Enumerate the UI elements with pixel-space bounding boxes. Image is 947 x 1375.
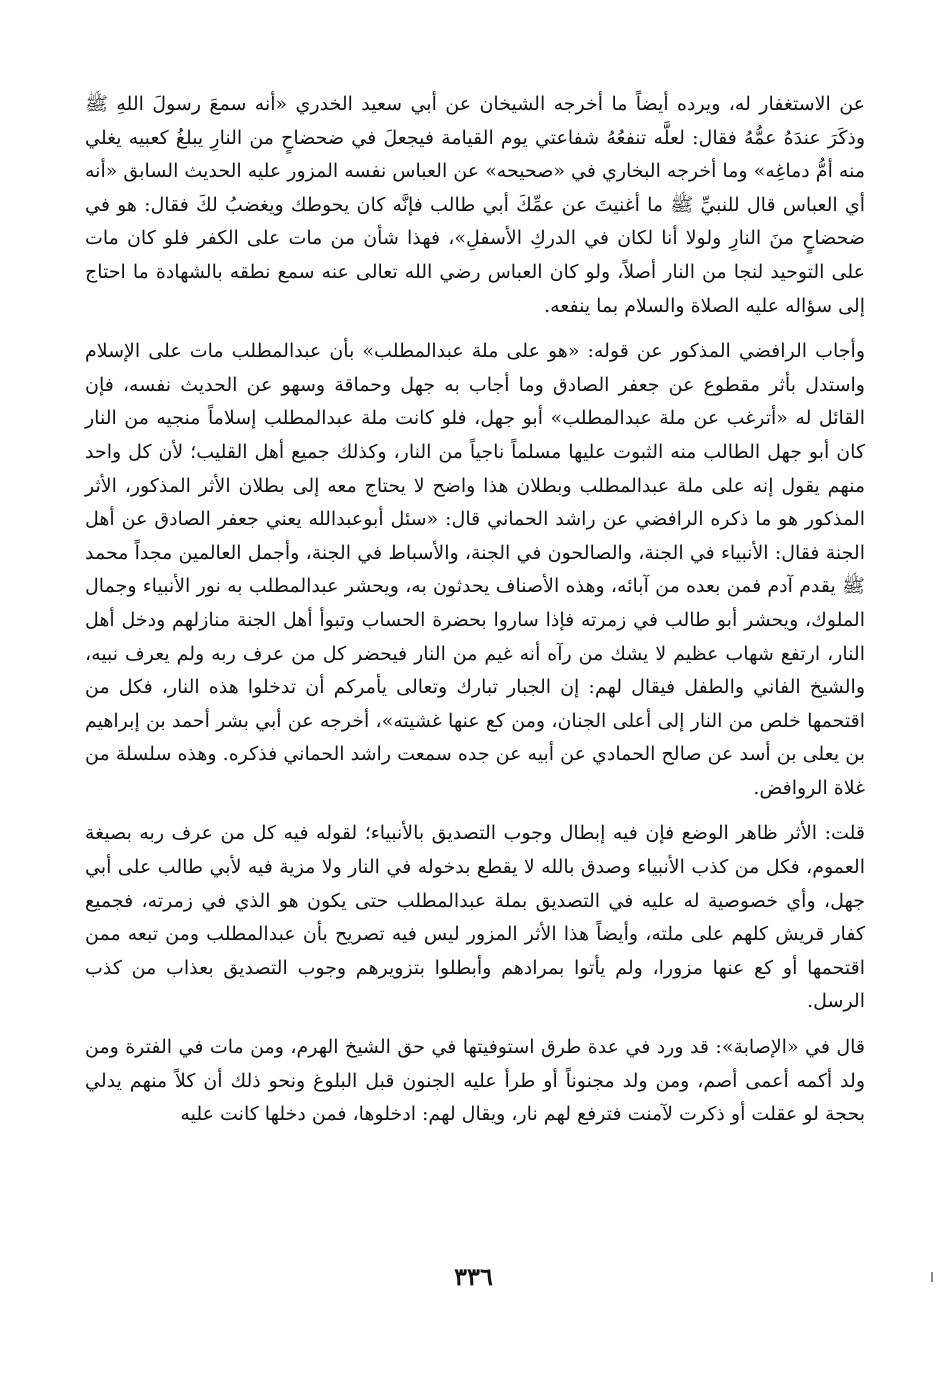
page-body (85, 88, 865, 1144)
paragraph-1: عن الاستغفار له، ويرده أيضاً ما أخرجه الشيخان عن أبي سعيد الخدري «أنه سمعَ رسولَ اللهِ ﷺ وذكَرَ عندَهُ عمُّهُ فقال: لعلَّه تنفعُهُ شفاعتي يوم القيامة فيجعلَ في ضحضاحٍ من النارِ يبلغُ كعبيه يغلي منه أمُّ دماغِه» وما أخرجه البخاري في «صحيحه» عن العباس نفسه المزور عليه الحديث السابق «أنه أي العباس قال للنبيِّ ﷺ ما أغنيتَ عن عمِّكَ أبي طالب فإنَّه كان يحوطك ويغضبُ لكَ فقال: هو في ضحضاحٍ منَ النارِ ولولا أنا لكان في الدركِ الأسفلِ»، فهذا شأن من مات على الكفر فلو كان مات على التوحيد لنجا من النار أصلاً، ولو كان العباس رضي الله تعالى عنه سمع نطقه بالشهادة ما احتاج إلى سؤاله عليه الصلاة والسلام بما ينفعه. (85, 93, 865, 317)
page-number: ٣٣٦ (454, 1262, 493, 1291)
scan-mark (931, 1272, 933, 1282)
paragraph-2: وأجاب الرافضي المذكور عن قوله: «هو على ملة عبدالمطلب» بأن عبدالمطلب مات على الإسلام واستدل بأثر مقطوع عن جعفر الصادق وما أجاب به جهل وحماقة وسهو عن الحديث نفسه، فإن القائل له «أترغب عن ملة عبدالمطلب» أبو جهل، فلو كانت ملة عبدالمطلب إسلاماً منجيه من النار كان أبو جهل الطالب منه الثبوت عليها مسلماً ناجياً من النار، وكذلك جميع أهل القليب؛ لأن كل واحد منهم يقول إنه على ملة عبدالمطلب وبطلان هذا واضح لا يحتاج معه إلى بطلان الأثر المذكور، الأثر المذكور هو ما ذكره الرافضي عن راشد الحماني قال: «سئل أبوعبدالله يعني جعفر الصادق عن أهل الجنة فقال: الأنبياء في الجنة، والصالحون في الجنة، والأسباط في الجنة، وأجمل العالمين مجداً محمد ﷺ يقدم آدم فمن بعده من آبائه، وهذه الأصناف يحدثون به، ويحشر عبدالمطلب به نور الأنبياء وجمال الملوك، ويحشر أبو طالب في زمرته فإذا ساروا بحضرة الحساب وتبوأ أهل الجنة منازلهم ودخل أهل النار، ارتفع شهاب عظيم لا يشك من رآه أنه غيم من النار فيحضر كل من عرف ربه ولم يعرف نبيه، والشيخ الفاني والطفل فيقال لهم: إن الجبار تبارك وتعالى يأمركم أن تدخلوا هذه النار، فكل من اقتحمها خلص من النار إلى أعلى الجنان، ومن كع عنها غشيته»، أخرجه عن أبي بشر أحمد بن إبراهيم بن يعلى بن أسد عن صالح الحمادي عن أبيه عن جده سمعت راشد الحماني فذكره. وهذه سلسلة من غلاة الروافض. (85, 340, 865, 799)
paragraph-3: قلت: الأثر ظاهر الوضع فإن فيه إبطال وجوب التصديق بالأنبياء؛ لقوله فيه كل من عرف ربه بصيغة العموم، فكل من كذب الأنبياء وصدق بالله لا يقطع بدخوله في النار ولا مزية فيه لأبي طالب على أبي جهل، وأي خصوصية له عليه في التصديق بملة عبدالمطلب حتى يكون هو الذي في زمرته، فجميع كفار قريش كلهم على ملته، وأيضاً هذا الأثر المزور ليس فيه تصريح بأن عبدالمطلب ومن تبعه ممن اقتحمها أو كع عنها مزورا، ولم يأتوا بمرادهم وأبطلوا بتزويرهم وجوب التصديق بعذاب من كذب الرسل. (85, 822, 865, 1013)
paragraph-4: قال في «الإصابة»: قد ورد في عدة طرق استوفيتها في حق الشيخ الهرم، ومن مات في الفترة ومن ولد أكمه أعمى أصم، ومن ولد مجنوناً أو طرأ عليه الجنون قبل البلوغ ونحو ذلك أن كلاً منهم يدلي بحجة لو عقلت أو ذكرت لآمنت فترفع لهم نار، ويقال لهم: ادخلوها، فمن دخلها كانت عليه (85, 1036, 866, 1126)
